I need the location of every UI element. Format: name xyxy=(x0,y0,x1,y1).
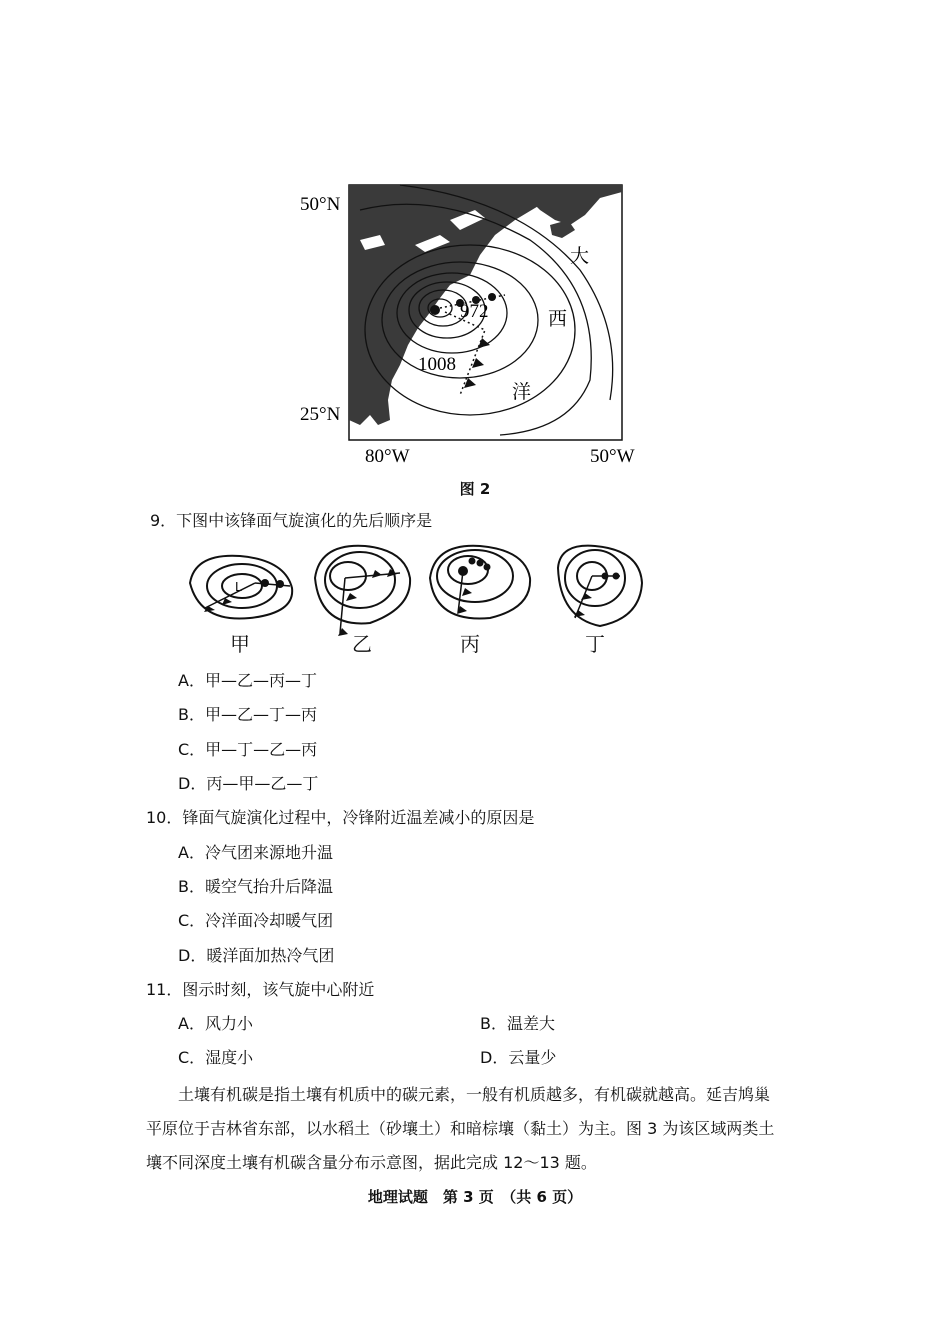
q10-option-c[interactable]: C．冷洋面冷却暖气团 xyxy=(178,911,334,930)
figure-caption: 图 2 xyxy=(459,480,491,498)
q11-option-a[interactable]: A．风力小 xyxy=(178,1014,253,1033)
diagram-ding xyxy=(558,546,642,626)
diagram-label-yi: 乙 xyxy=(352,632,372,656)
q9-option-a[interactable]: A．甲—乙—丙—丁 xyxy=(178,671,317,690)
diagram-yi xyxy=(315,546,410,636)
synoptic-map xyxy=(300,180,650,470)
q10-option-d[interactable]: D．暖洋面加热冷气团 xyxy=(178,946,335,965)
ocean-char-3: 洋 xyxy=(512,382,532,403)
diagram-bing xyxy=(430,546,530,619)
q9-option-c[interactable]: C．甲—丁—乙—丙 xyxy=(178,740,318,759)
diagram-center-label: L xyxy=(235,580,242,594)
synoptic-map-figure xyxy=(300,180,650,470)
passage-line-1: 土壤有机碳是指土壤有机质中的碳元素，一般有机质越多，有机碳就越高。延吉鸠巢 xyxy=(178,1085,771,1104)
passage-line-3: 壤不同深度土壤有机碳含量分布示意图，据此完成 12～13 题。 xyxy=(146,1153,597,1172)
diagram-label-bing: 丙 xyxy=(460,632,480,656)
cyclone-center xyxy=(430,305,440,315)
lat-bottom-label: 25°N xyxy=(300,404,341,425)
ocean-char-1: 大 xyxy=(570,246,590,267)
lat-top-label: 50°N xyxy=(300,194,341,215)
diagram-label-ding: 丁 xyxy=(585,632,605,656)
lon-right-label: 50°W xyxy=(590,446,635,467)
isobar-1008-label: 1008 xyxy=(418,354,456,375)
q9-option-d[interactable]: D．丙—甲—乙—丁 xyxy=(178,774,319,793)
q10-option-b[interactable]: B．暖空气抬升后降温 xyxy=(178,877,333,896)
q9-stem: 9．下图中该锋面气旋演化的先后顺序是 xyxy=(150,511,433,530)
q11-option-c[interactable]: C．湿度小 xyxy=(178,1048,254,1067)
page-footer: 地理试题 第 3 页 （共 6 页） xyxy=(367,1188,583,1206)
diagram-jia xyxy=(190,556,292,619)
ocean-char-2: 西 xyxy=(548,309,568,330)
passage-line-2: 平原位于吉林省东部，以水稻土（砂壤土）和暗棕壤（黏土）为主。图 3 为该区域两类土 xyxy=(146,1119,775,1138)
q11-option-d[interactable]: D．云量少 xyxy=(480,1048,557,1067)
diagram-label-jia: 甲 xyxy=(230,632,250,656)
q9-option-b[interactable]: B．甲—乙—丁—丙 xyxy=(178,705,317,724)
q10-option-a[interactable]: A．冷气团来源地升温 xyxy=(178,843,333,862)
isobar-972-label: 972 xyxy=(460,301,489,322)
lon-left-label: 80°W xyxy=(365,446,410,467)
q11-stem: 11．图示时刻，该气旋中心附近 xyxy=(146,980,375,999)
q11-option-b[interactable]: B．温差大 xyxy=(480,1014,555,1033)
q10-stem: 10．锋面气旋演化过程中，冷锋附近温差减小的原因是 xyxy=(146,808,535,827)
